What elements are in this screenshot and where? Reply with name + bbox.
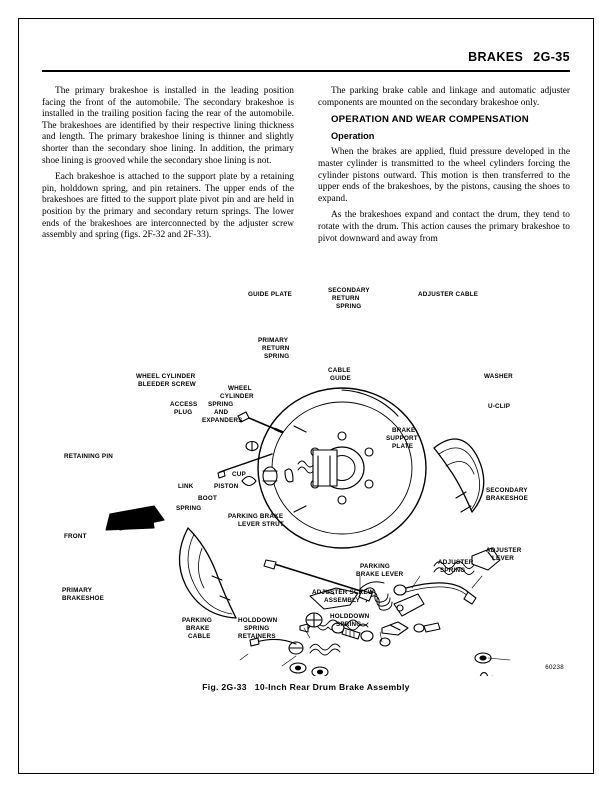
label-parking-brake-lever-strut: PARKING BRAKE bbox=[228, 513, 284, 520]
label-spring-and-expanders: SPRING bbox=[208, 401, 234, 408]
svg-text:RETURN: RETURN bbox=[262, 345, 290, 352]
left-text-column bbox=[42, 86, 294, 247]
label-piston: PISTON bbox=[214, 483, 239, 490]
figure-drum-brake-assembly bbox=[42, 276, 570, 706]
label-brake-support-plate: BRAKE bbox=[392, 427, 416, 434]
label-guide-plate: GUIDE PLATE bbox=[248, 291, 293, 298]
paragraph: The primary brakeshoe is installed in the leading position facing the front of the automobile. The secondary brakeshoe is installed in the trailing position facing the rear of the automobile. The brakeshoes are identified by their respective lining thickness and length. The primary brakeshoe lining is thinner and slightly shorter than the secondary shoe lining. In addition, the primary shoe lining is grooved while the secondary shoe lining is not. bbox=[42, 86, 294, 166]
label-parking-brake-lever: PARKING bbox=[360, 563, 390, 570]
page-header bbox=[468, 50, 570, 64]
label-holddown-spring-retainers: HOLDDOWN bbox=[238, 617, 278, 624]
svg-text:BLEEDER SCREW: BLEEDER SCREW bbox=[138, 381, 196, 388]
svg-text:PLUG: PLUG bbox=[174, 409, 193, 416]
label-adjuster-lever: ADJUSTER bbox=[486, 547, 522, 554]
header-rule bbox=[42, 70, 570, 72]
svg-text:RETURN: RETURN bbox=[332, 295, 360, 302]
figure-caption-number: Fig. 2G-33 bbox=[202, 682, 247, 692]
label-access-plug: ACCESS bbox=[170, 401, 198, 408]
svg-text:SPRING: SPRING bbox=[336, 621, 362, 628]
label-primary-brakeshoe: PRIMARY bbox=[62, 587, 93, 594]
label-spring: SPRING bbox=[176, 505, 202, 512]
svg-text:BRAKE: BRAKE bbox=[186, 625, 210, 632]
label-primary-return-spring: PRIMARY bbox=[258, 337, 289, 344]
label-holddown-spring: HOLDDOWN bbox=[330, 613, 370, 620]
figure-illustration bbox=[42, 276, 570, 676]
header-title: BRAKES bbox=[468, 50, 524, 64]
svg-text:SPRING: SPRING bbox=[336, 303, 362, 310]
svg-text:CYLINDER: CYLINDER bbox=[220, 393, 254, 400]
svg-text:PLATE: PLATE bbox=[392, 443, 414, 450]
svg-text:LEVER STRUT: LEVER STRUT bbox=[238, 521, 284, 528]
label-link: LINK bbox=[178, 483, 194, 490]
label-u-clip: U-CLIP bbox=[488, 403, 511, 410]
svg-text:AND: AND bbox=[214, 409, 229, 416]
svg-text:GUIDE: GUIDE bbox=[330, 375, 351, 382]
label-cup: CUP bbox=[232, 471, 246, 478]
svg-text:BRAKESHOE: BRAKESHOE bbox=[486, 495, 529, 502]
svg-text:CABLE: CABLE bbox=[188, 633, 211, 640]
figure-code: 60238 bbox=[545, 664, 564, 671]
svg-text:BRAKE LEVER: BRAKE LEVER bbox=[356, 571, 404, 578]
label-adjuster-screw-assembly: ADJUSTER SCREW bbox=[312, 589, 374, 596]
label-retaining-pin: RETAINING PIN bbox=[64, 453, 114, 460]
paragraph: As the brakeshoes expand and contact the drum, they tend to rotate with the drum. This action causes the primary brakeshoe to pivot downward and away from bbox=[318, 210, 570, 244]
label-adjuster-cable: ADJUSTER CABLE bbox=[418, 291, 479, 298]
svg-text:ASSEMBLY: ASSEMBLY bbox=[324, 597, 361, 604]
svg-text:SUPPORT: SUPPORT bbox=[386, 435, 418, 442]
label-wheel-cylinder-bleeder-screw: WHEEL CYLINDER bbox=[136, 373, 196, 380]
paragraph: Each brakeshoe is attached to the support plate by a retaining pin, holddown spring, and pin retainers. The upper ends of the brakeshoes are fitted to the support plate pivot pin and are held in position by the primary and secondary return springs. The lower ends of the brakeshoes are interconnected by the adjuster screw assembly and spring (figs. 2F-32 and 2F-33). bbox=[42, 172, 294, 241]
label-boot: BOOT bbox=[198, 495, 217, 502]
label-adjuster-spring: ADJUSTER bbox=[438, 559, 474, 566]
label-secondary-return-spring: SECONDARY bbox=[328, 287, 370, 294]
svg-text:RETAINERS: RETAINERS bbox=[238, 633, 276, 640]
section-heading: OPERATION AND WEAR COMPENSATION bbox=[331, 114, 529, 126]
label-washer: WASHER bbox=[484, 373, 513, 380]
label-secondary-brakeshoe: SECONDARY bbox=[486, 487, 528, 494]
svg-text:SPRING: SPRING bbox=[264, 353, 290, 360]
figure-caption bbox=[42, 682, 570, 692]
svg-text:LEVER: LEVER bbox=[492, 555, 514, 562]
header-page-number: 2G-35 bbox=[533, 50, 570, 64]
svg-text:SPRING: SPRING bbox=[440, 567, 466, 574]
paragraph: The parking brake cable and linkage and automatic adjuster components are mounted on the secondary brakeshoe only. bbox=[318, 86, 570, 108]
label-front: FRONT bbox=[64, 533, 87, 540]
right-text-column bbox=[318, 86, 570, 250]
subsection-heading: Operation bbox=[331, 130, 375, 141]
svg-text:SPRING: SPRING bbox=[244, 625, 270, 632]
svg-text:EXPANDERS: EXPANDERS bbox=[202, 417, 243, 424]
figure-caption-title: 10-Inch Rear Drum Brake Assembly bbox=[254, 682, 410, 692]
label-parking-brake-cable: PARKING bbox=[182, 617, 212, 624]
svg-text:BRAKESHOE: BRAKESHOE bbox=[62, 595, 105, 602]
paragraph: When the brakes are applied, fluid pressure developed in the master cylinder is transmitted to the wheel cylinders forcing the cylinder pistons outward. This motion is then transferred to the upper ends of the brakeshoes, by the pistons, causing the shoes to expand. bbox=[318, 147, 570, 204]
label-wheel-cylinder: WHEEL bbox=[228, 385, 252, 392]
label-cable-guide: CABLE bbox=[328, 367, 351, 374]
